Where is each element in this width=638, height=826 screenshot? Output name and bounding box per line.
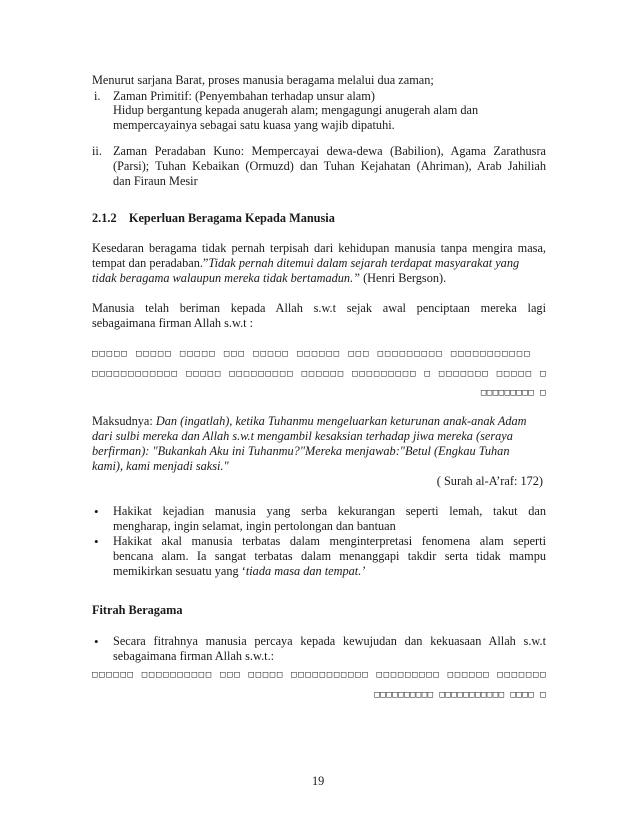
list-item-i-line1: Zaman Primitif: (Penyembahan terhadap unsur alam) [113, 89, 375, 103]
maksudnya-line1 [92, 414, 527, 429]
bullet2-line1: Hakikat akal manusia terbatas dalam menginterpretasi fenomena alam seperti [113, 534, 546, 548]
list-item-ii-line2: (Parsi); Tuhan Kebaikan (Ormuzd) dan Tuhan Kejahatan (Ahriman), Arab Jahiliah [113, 159, 546, 173]
list-item-i-line2: Hidup bergantung kepada anugerah alam; mengagungi anugerah alam dan [113, 103, 479, 117]
bullet2-line3-plain: memikirkan sesuatu yang ‘ [113, 564, 246, 578]
bullet-dot-3: • [94, 634, 99, 649]
maksudnya-line3: berfirman): "Bukankah Aku ini Tuhanmu?"Mereka menjawab:"Betul (Engkau Tuhan [92, 444, 510, 458]
fitrah-heading: Fitrah Beragama [92, 603, 183, 617]
para1-line3 [92, 271, 446, 286]
arabic-verse-line3: □□□□□□□□□ □ [480, 388, 546, 398]
para1-line2 [92, 256, 546, 271]
fitrah-bullet-line2: sebagaimana firman Allah s.w.t.: [113, 649, 275, 663]
section-heading: 2.1.2 Keperluan Beragama Kepada Manusia [92, 211, 335, 225]
bullet1-line1: Hakikat kejadian manusia yang serba kekurangan seperti lemah, takut dan [113, 504, 546, 518]
para1-line1: Kesedaran beragama tidak pernah terpisah dari kehidupan manusia tanpa mengira masa, [92, 241, 546, 255]
bullet2-line3-italic: tiada masa dan tempat.’ [245, 564, 366, 578]
para2-line1: Manusia telah beriman kepada Allah s.w.t sejak awal penciptaan mereka lagi [92, 301, 546, 315]
fitrah-bullet-line1: Secara fitrahnya manusia percaya kepada kewujudan dan kekuasaan Allah s.w.t [113, 634, 546, 648]
bullet2-line2: bencana alam. Ia sangat terbatas dalam menanggapi takdir serta tidak mampu [113, 549, 546, 563]
list-item-i-line3: mempercayainya sebagai satu kuasa yang wajib dipatuhi. [113, 118, 395, 132]
page-number: 19 [312, 774, 325, 788]
bullet1-line2: mengharap, ingin selamat, ingin pertolongan dan bantuan [113, 519, 396, 533]
bullet2-line3 [113, 564, 365, 579]
bullet-dot-2: • [94, 534, 99, 549]
bullet-dot-1: • [94, 504, 99, 519]
arabic-verse-line2: □□□□□□□□□□□□ □□□□□ □□□□□□□□□ □□□□□□ □□□□□□□□□ □ □□□□□□□ □□□□□ □ [92, 369, 546, 379]
intro-text: Menurut sarjana Barat, proses manusia beragama melalui dua zaman; [92, 73, 434, 87]
list-marker-ii: ii. [92, 144, 102, 158]
verse-source: ( Surah al-A’raf: 172) [436, 474, 543, 488]
fitrah-arabic-line2: □□□□□□□□□□ □□□□□□□□□□□ □□□□ □ [374, 690, 546, 700]
list-item-ii-line3: dan Firaun Mesir [113, 174, 198, 188]
maksudnya-text1: Dan (ingatlah), ketika Tuhanmu mengeluarkan keturunan anak-anak Adam [155, 414, 527, 428]
maksudnya-line4: kami), kami menjadi saksi." [92, 459, 229, 473]
list-item-ii-line1: Zaman Peradaban Kuno: Mempercayai dewa-dewa (Babilion), Agama Zarathusra [113, 144, 546, 158]
arabic-verse-line1: □□□□□ □□□□□ □□□□□ □□□ □□□□□ □□□□□□ □□□ □□□□□□□□□ □□□□□□□□□□□ [92, 349, 530, 359]
maksudnya-label: Maksudnya: [92, 414, 156, 428]
para1-line2-plain: tempat dan peradaban.” [92, 256, 209, 270]
para1-line2-quote: Tidak pernah ditemui dalam sejarah terdapat masyarakat yang [208, 256, 520, 270]
fitrah-arabic-line1: □□□□□□ □□□□□□□□□□ □□□ □□□□□ □□□□□□□□□□□ □□□□□□□□□ □□□□□□ □□□□□□□ [92, 670, 546, 680]
maksudnya-line2: dari sulbi mereka dan Allah s.w.t mengambil kesaksian terhadap jiwa mereka (seraya [92, 429, 513, 443]
para1-line3-quote: tidak beragama walaupun mereka tidak bertamadun.” [92, 271, 360, 285]
para2-line2: sebagaimana firman Allah s.w.t : [92, 316, 254, 330]
list-marker-i: i. [94, 89, 101, 103]
para1-line3-citation: (Henri Bergson). [360, 271, 447, 285]
